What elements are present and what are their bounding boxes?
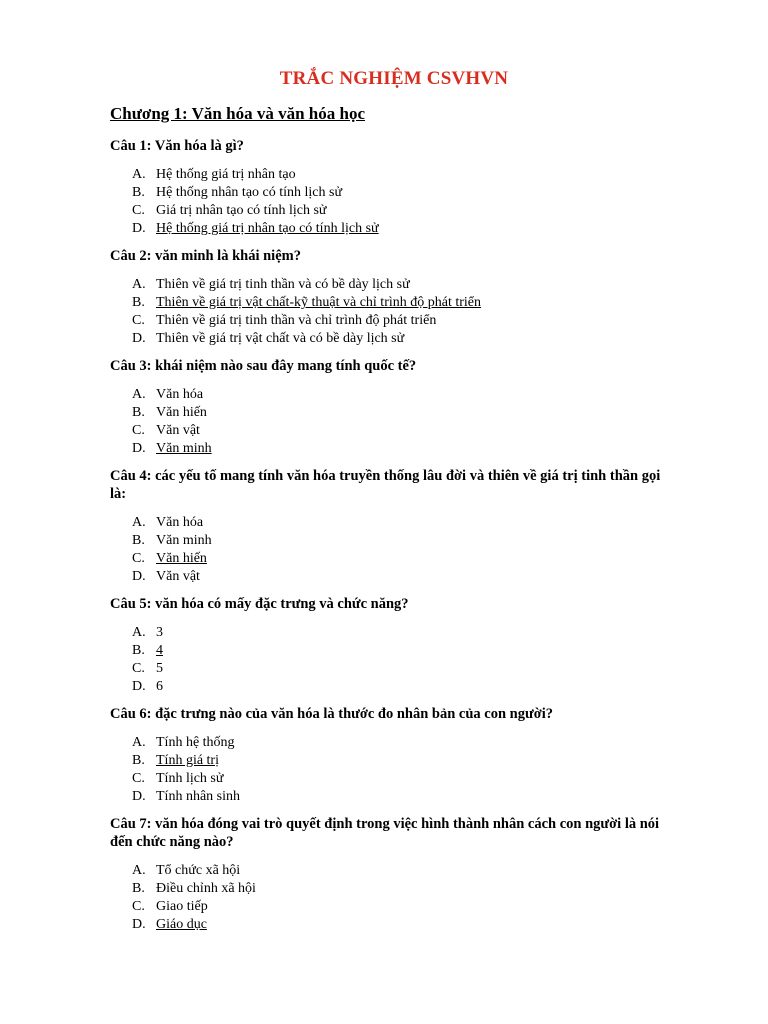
question-list [110, 137, 678, 934]
option-text: Văn minh [156, 533, 212, 548]
option-letter: B. [132, 881, 145, 896]
answer-option [132, 184, 678, 202]
option-text: Văn vật [156, 569, 200, 584]
option-letter: B. [132, 643, 145, 658]
option-letter: C. [132, 661, 145, 676]
answer-option [132, 678, 678, 696]
question-5 [110, 595, 678, 696]
answer-option [132, 660, 678, 678]
answer-option [132, 624, 678, 642]
option-letter: D. [132, 789, 146, 804]
correct-answer-text: Văn hiến [156, 551, 207, 566]
option-letter: B. [132, 185, 145, 200]
option-letter: A. [132, 863, 146, 878]
answer-options [110, 514, 678, 586]
option-text: Giao tiếp [156, 899, 208, 914]
answer-option [132, 532, 678, 550]
option-letter: D. [132, 569, 146, 584]
option-text: Tổ chức xã hội [156, 863, 241, 878]
option-text: Thiên về giá trị tinh thần và có bề dày lịch sử [156, 277, 410, 292]
correct-answer-text: Thiên về giá trị vật chất-kỹ thuật và chỉ trình độ phát triển [156, 295, 482, 310]
question-7 [110, 815, 678, 934]
option-text: Văn vật [156, 423, 200, 438]
option-text: Văn hóa [156, 387, 204, 402]
answer-option [132, 642, 678, 660]
question-6 [110, 705, 678, 806]
answer-option [132, 386, 678, 404]
option-letter: C. [132, 771, 145, 786]
option-letter: A. [132, 277, 146, 292]
question-text: Câu 3: khái niệm nào sau đây mang tính quốc tế? [110, 358, 417, 374]
option-letter: D. [132, 441, 146, 456]
question-text: Câu 4: các yếu tố mang tính văn hóa truyền thống lâu đời và thiên về giá trị tinh thần gọi là: [110, 468, 661, 502]
option-text: 5 [156, 661, 163, 676]
option-text: Tính hệ thống [156, 735, 235, 750]
option-letter: A. [132, 387, 146, 402]
question-2 [110, 247, 678, 348]
option-letter: C. [132, 899, 145, 914]
option-letter: A. [132, 515, 146, 530]
option-letter: A. [132, 625, 146, 640]
option-text: Tính nhân sinh [156, 789, 240, 804]
option-letter: B. [132, 405, 145, 420]
question-text: Câu 2: văn minh là khái niệm? [110, 248, 301, 264]
option-letter: B. [132, 753, 145, 768]
answer-option [132, 898, 678, 916]
answer-option [132, 312, 678, 330]
correct-answer-text: Giáo dục [156, 917, 207, 932]
correct-answer-text: Hệ thống giá trị nhân tạo có tính lịch sử [156, 221, 379, 236]
question-4 [110, 467, 678, 586]
answer-option [132, 862, 678, 880]
answer-option [132, 440, 678, 458]
option-letter: D. [132, 679, 146, 694]
option-text: Thiên về giá trị tinh thần và chỉ trình độ phát triển [156, 313, 437, 328]
answer-options [110, 734, 678, 806]
option-text: 3 [156, 625, 163, 640]
answer-option [132, 422, 678, 440]
question-text: Câu 6: đặc trưng nào của văn hóa là thước đo nhân bản của con người? [110, 706, 554, 722]
answer-option [132, 202, 678, 220]
option-letter: B. [132, 295, 145, 310]
option-text: Hệ thống nhân tạo có tính lịch sử [156, 185, 343, 200]
option-text: Hệ thống giá trị nhân tạo [156, 167, 296, 182]
answer-option [132, 568, 678, 586]
option-letter: D. [132, 331, 146, 346]
option-text: Tính lịch sử [156, 771, 224, 786]
question-text: Câu 5: văn hóa có mấy đặc trưng và chức năng? [110, 596, 409, 612]
answer-option [132, 220, 678, 238]
document-title: TRẮC NGHIỆM CSVHVN [279, 68, 509, 89]
answer-options [110, 276, 678, 348]
option-letter: C. [132, 551, 145, 566]
answer-option [132, 294, 678, 312]
question-text: Câu 1: Văn hóa là gì? [110, 138, 244, 154]
option-letter: D. [132, 221, 146, 236]
answer-option [132, 514, 678, 532]
answer-option [132, 916, 678, 934]
answer-options [110, 386, 678, 458]
answer-option [132, 734, 678, 752]
correct-answer-text: 4 [156, 643, 163, 658]
answer-option [132, 330, 678, 348]
chapter-heading: Chương 1: Văn hóa và văn hóa học [110, 104, 365, 123]
option-text: 6 [156, 679, 163, 694]
answer-option [132, 404, 678, 422]
answer-options [110, 166, 678, 238]
question-text: Câu 7: văn hóa đóng vai trò quyết định trong việc hình thành nhân cách con người là nói đến chức năng nào? [110, 816, 660, 850]
option-text: Giá trị nhân tạo có tính lịch sử [156, 203, 327, 218]
question-3 [110, 357, 678, 458]
option-letter: A. [132, 167, 146, 182]
option-letter: A. [132, 735, 146, 750]
option-letter: B. [132, 533, 145, 548]
option-letter: C. [132, 423, 145, 438]
answer-option [132, 550, 678, 568]
option-text: Thiên về giá trị vật chất và có bề dày lịch sử [156, 331, 405, 346]
option-text: Văn hiến [156, 405, 207, 420]
answer-option [132, 880, 678, 898]
answer-options [110, 624, 678, 696]
option-letter: C. [132, 203, 145, 218]
option-letter: C. [132, 313, 145, 328]
correct-answer-text: Văn minh [156, 441, 212, 456]
correct-answer-text: Tính giá trị [156, 753, 219, 768]
answer-options [110, 862, 678, 934]
answer-option [132, 276, 678, 294]
option-text: Văn hóa [156, 515, 204, 530]
answer-option [132, 770, 678, 788]
option-text: Điều chỉnh xã hội [156, 881, 256, 896]
answer-option [132, 788, 678, 806]
answer-option [132, 166, 678, 184]
option-letter: D. [132, 917, 146, 932]
answer-option [132, 752, 678, 770]
question-1 [110, 137, 678, 238]
